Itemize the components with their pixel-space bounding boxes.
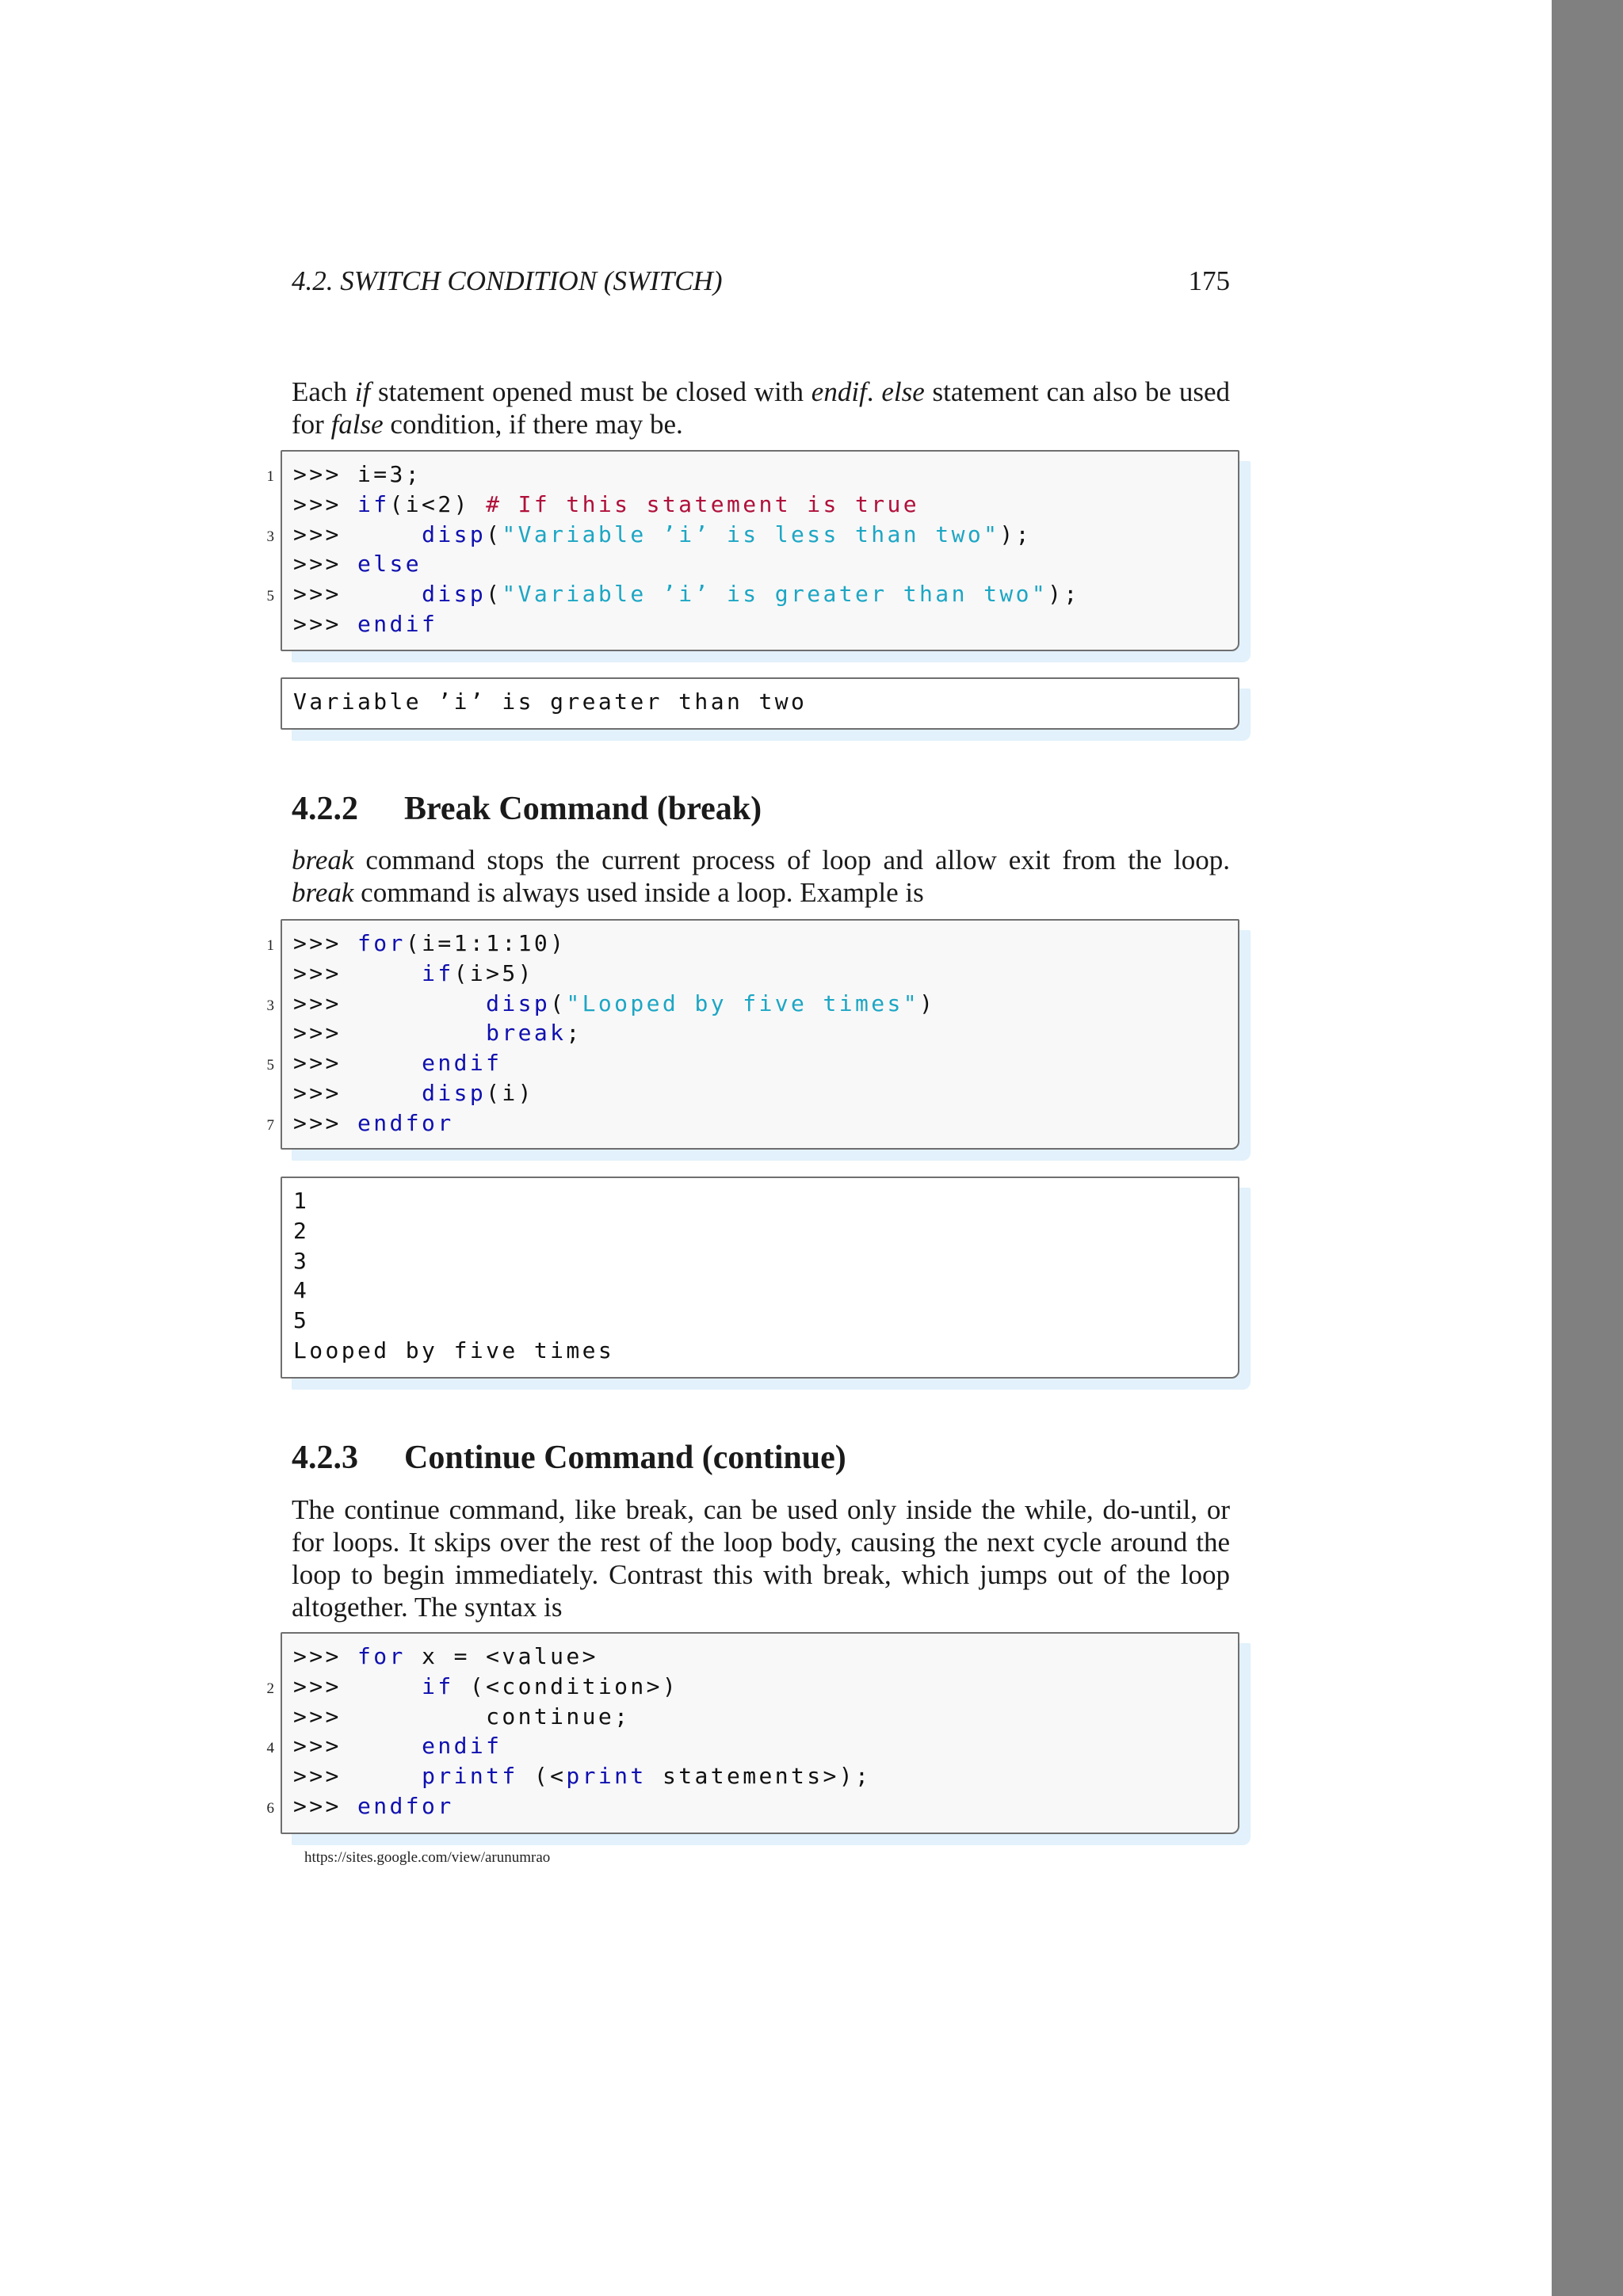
intro-paragraph: Each if statement opened must be closed with endif. else statement can also be used for false condition, if there may be. (292, 376, 1231, 440)
output-line: 5 (293, 1307, 310, 1334)
line-number: 4 (266, 1740, 274, 1757)
code-line: >>> for(i=1:1:10) (293, 930, 567, 956)
line-number: 3 (266, 997, 274, 1014)
code-line: >>> disp("Variable ’i’ is less than two"); (293, 521, 1032, 547)
code-line: >>> disp(i) (293, 1080, 534, 1106)
output-line: 3 (293, 1247, 310, 1274)
code-line: >>> if (<condition>) (293, 1672, 679, 1699)
line-number: 3 (266, 528, 274, 545)
output-box-break (281, 1177, 1239, 1379)
code-line: >>> endfor (293, 1109, 454, 1136)
line-number: 7 (266, 1116, 274, 1134)
code-line: >>> break; (293, 1020, 582, 1047)
code-line: >>> if(i>5) (293, 959, 534, 986)
section-heading-continue: 4.2.3 Continue Command (continue) (292, 1440, 846, 1476)
code-line: >>> disp("Variable ’i’ is greater than two"); (293, 581, 1080, 608)
code-listing-continue (266, 1632, 1239, 1834)
code-line: >>> else (293, 551, 422, 578)
code-line: >>> continue; (293, 1703, 631, 1730)
output-line: Variable ’i’ is greater than two (293, 688, 808, 715)
code-line: >>> endif (293, 1733, 502, 1760)
line-number: 5 (266, 1057, 274, 1074)
code-listing-if-else (266, 450, 1239, 651)
section-heading-break: 4.2.2 Break Command (break) (292, 791, 762, 827)
continue-paragraph: The continue command, like break, can be used only inside the while, do-until, or for loops. It skips over the rest of the loop body, causing the next cycle around the loop to begin immediately. Contrast this with break, which jumps out of the loop altogether. The syntax is (292, 1494, 1230, 1623)
code-line: >>> printf (<print statements>); (293, 1763, 872, 1790)
line-number: 2 (266, 1680, 274, 1697)
output-line: 1 (293, 1188, 310, 1214)
output-line: 4 (293, 1277, 310, 1304)
output-line: Looped by five times (293, 1337, 615, 1363)
code-line: >>> endif (293, 1050, 502, 1077)
page-number: 175 (1188, 265, 1230, 296)
running-header-title: 4.2. SWITCH CONDITION (SWITCH) (292, 265, 723, 296)
code-line: >>> i=3; (293, 461, 422, 487)
line-number: 1 (266, 937, 274, 954)
line-number: 6 (266, 1800, 274, 1817)
line-number: 1 (266, 468, 274, 485)
code-line: >>> if(i<2) # If this statement is true (293, 490, 920, 517)
output-box-if-else (281, 677, 1239, 730)
output-line: 2 (293, 1217, 310, 1244)
code-line: >>> for x = <value> (293, 1643, 598, 1669)
code-listing-break (266, 919, 1239, 1150)
running-header (292, 261, 1230, 301)
code-line: >>> endif (293, 611, 438, 637)
page-edge-strip (1552, 0, 1623, 2296)
footer-url: https://sites.google.com/view/arunumrao (304, 1849, 551, 1866)
line-number: 5 (266, 588, 274, 605)
break-paragraph: break command stops the current process of loop and allow exit from the loop. break command is always used inside a loop. Example is (292, 845, 1230, 908)
code-line: >>> disp("Looped by five times") (293, 990, 936, 1016)
code-line: >>> endfor (293, 1793, 454, 1819)
